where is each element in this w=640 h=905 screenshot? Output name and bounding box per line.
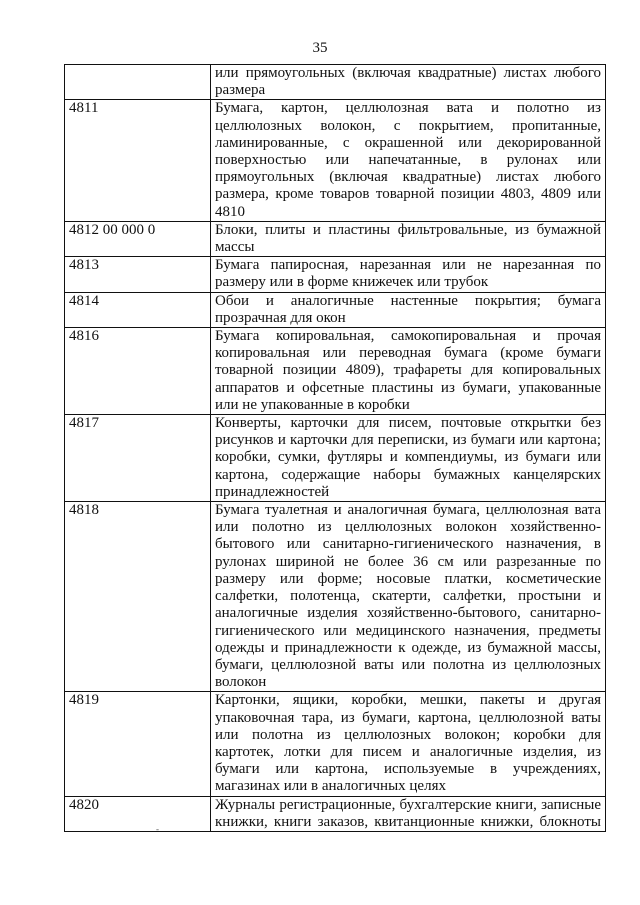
row-description: Блоки, плиты и пластины фильтровальные, из бумажной массы [211,221,606,256]
table-row [65,292,606,327]
row-description: Картонки, ящики, коробки, мешки, пакеты и другая упаковочная тара, из бумаги, картона, целлюлозной ваты или полотна из целлюлозных волокон; коробки для картотек, лотки для писем и аналогичные изделия, из бумаги или картона, используемые в учреждениях, магазинах или в аналогичных целях [211,692,606,796]
table-row [65,221,606,256]
table-row [65,796,606,831]
table-row [65,328,606,415]
row-description: Конверты, карточки для писем, почтовые открытки без рисунков и карточки для переписки, из бумаги или картона; коробки, сумки, футляры и компендиумы, из бумаги или картона, содержащие наборы бумажных канцелярских принадлежностей [211,415,606,502]
row-code: 4820 [65,796,211,831]
row-description: Бумага туалетная и аналогичная бумага, целлюлозная вата или полотно из целлюлозных волокон хозяйственно-бытового или санитарно-гигиенического назначения, в рулонах шириной не более 36 см или разрезанные по размеру или форме; носовые платки, косметические салфетки, полотенца, скатерти, салфетки, простыни и аналогичные изделия хозяйственно-бытового, санитарно-гигиенического или медицинского назначения, предметы одежды и принадлежности к одежде, из бумажной массы, бумаги, целлюлозной ваты или полотна из целлюлозных волокон [211,502,606,692]
table-row [65,65,606,100]
table-row [65,100,606,221]
row-code: 4819 [65,692,211,796]
row-code: 4816 [65,328,211,415]
table-row [65,692,606,796]
row-description: Бумага папиросная, нарезанная или не нарезанная по размеру или в форме книжечек или трубок [211,257,606,292]
commodity-code-table [64,64,606,832]
table-row [65,502,606,692]
row-code: 4811 [65,100,211,221]
table-row [65,257,606,292]
row-code: 4812 00 000 0 [65,221,211,256]
row-description: или прямоугольных (включая квадратные) листах любого размера [211,65,606,100]
scan-mark: - [156,824,159,834]
row-code [65,65,211,100]
row-code: 4818 [65,502,211,692]
row-description: Бумага, картон, целлюлозная вата и полотно из целлюлозных волокон, с покрытием, пропитанные, ламинированные, с окрашенной или декорированной поверхностью или напечатанные, в рулонах или прямоугольных (включая квадратные) листах любого размера, кроме товаров товарной позиции 4803, 4809 или 4810 [211,100,606,221]
row-description: Бумага копировальная, самокопировальная и прочая копировальная или переводная бумага (кроме бумаги товарной позиции 4809), трафареты для копировальных аппаратов и офсетные пластины из бумаги, упакованные или не упакованные в коробки [211,328,606,415]
page-number: 35 [312,40,328,56]
row-description: Обои и аналогичные настенные покрытия; бумага прозрачная для окон [211,292,606,327]
row-code: 4814 [65,292,211,327]
row-code: 4817 [65,415,211,502]
table-row [65,415,606,502]
row-code: 4813 [65,257,211,292]
row-description: Журналы регистрационные, бухгалтерские книги, записные книжки, книги заказов, квитанционные книжки, блокноты [211,796,606,831]
